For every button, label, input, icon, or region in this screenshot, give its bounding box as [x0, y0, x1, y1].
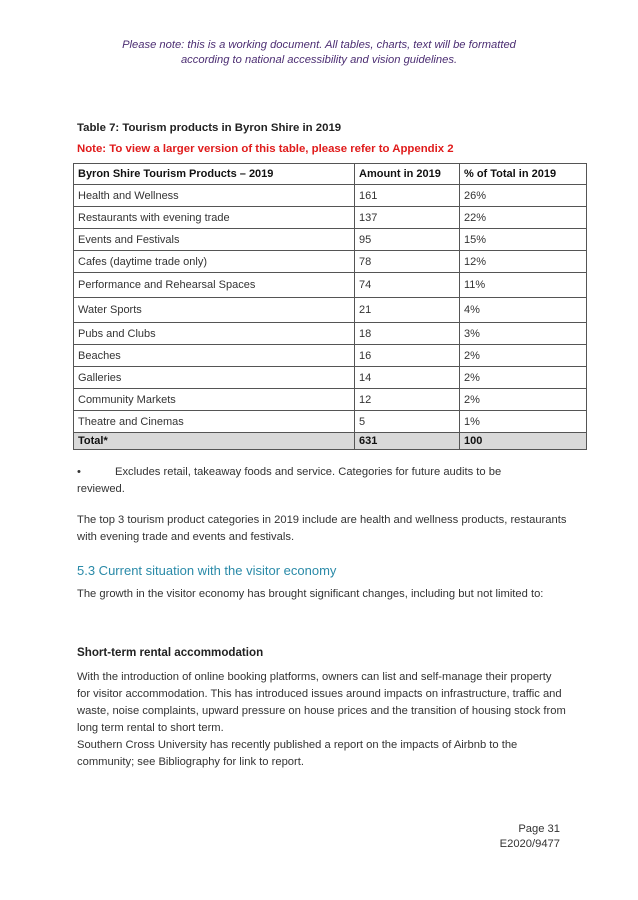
cell-amount: 95: [355, 229, 460, 251]
table-total-row: [74, 433, 587, 450]
total-percent: 100: [460, 433, 587, 450]
cell-product: Events and Festivals: [74, 229, 355, 251]
section-heading: 5.3 Current situation with the visitor economy: [77, 563, 337, 578]
cell-percent: 1%: [460, 411, 587, 433]
cell-amount: 5: [355, 411, 460, 433]
cell-percent: 2%: [460, 367, 587, 389]
cell-amount: 12: [355, 389, 460, 411]
table-row: [74, 345, 587, 367]
table-note: Note: To view a larger version of this table, please refer to Appendix 2: [77, 143, 454, 155]
cell-percent: 11%: [460, 273, 587, 298]
cell-percent: 12%: [460, 251, 587, 273]
cell-amount: 16: [355, 345, 460, 367]
paragraph-growth: The growth in the visitor economy has brought significant changes, including but not limited to:: [77, 588, 544, 600]
cell-amount: 18: [355, 323, 460, 345]
table-row: [74, 207, 587, 229]
cell-product: Restaurants with evening trade: [74, 207, 355, 229]
paragraph-top3: The top 3 tourism product categories in 2019 include are health and wellness products, restaurants with evening trade and events and festivals.: [77, 514, 567, 543]
notice-line-1: Please note: this is a working document. All tables, charts, text will be formatted: [122, 39, 516, 51]
cell-percent: 4%: [460, 298, 587, 323]
header-amount: Amount in 2019: [355, 164, 460, 185]
cell-product: Theatre and Cinemas: [74, 411, 355, 433]
accessibility-notice: [60, 38, 578, 68]
table-row: [74, 323, 587, 345]
page-footer: [500, 822, 560, 852]
cell-product: Performance and Rehearsal Spaces: [74, 273, 355, 298]
header-product: Byron Shire Tourism Products – 2019: [74, 164, 355, 185]
paragraph-short-term-rental: With the introduction of online booking platforms, owners can list and self-manage their property for visitor accommodation. This has introduced issues around impacts on infrastructure, traffic and waste, noise complaints, upward pressure on house prices and the transition of housing stock from long term rental to short term.: [77, 671, 566, 734]
table-caption: Table 7: Tourism products in Byron Shire in 2019: [77, 122, 342, 134]
cell-product: Galleries: [74, 367, 355, 389]
table-row: [74, 411, 587, 433]
subheading-short-term-rental: Short-term rental accommodation: [77, 646, 264, 659]
cell-percent: 15%: [460, 229, 587, 251]
cell-product: Cafes (daytime trade only): [74, 251, 355, 273]
notice-line-2: according to national accessibility and vision guidelines.: [180, 54, 458, 66]
cell-percent: 26%: [460, 185, 587, 207]
cell-product: Beaches: [74, 345, 355, 367]
table-row: [74, 367, 587, 389]
cell-amount: 137: [355, 207, 460, 229]
cell-product: Community Markets: [74, 389, 355, 411]
footnote-line-1: Excludes retail, takeaway foods and service. Categories for future audits to be: [115, 466, 502, 478]
paragraph-scu-report: Southern Cross University has recently published a report on the impacts of Airbnb to the community; see Bibliography for link to report.: [77, 739, 518, 768]
cell-product: Pubs and Clubs: [74, 323, 355, 345]
table-header-row: [74, 164, 587, 185]
cell-percent: 2%: [460, 389, 587, 411]
document-reference: E2020/9477: [499, 838, 560, 850]
cell-percent: 22%: [460, 207, 587, 229]
bullet-icon: •: [77, 466, 81, 478]
table-footnote: [77, 464, 547, 498]
table-row: [74, 273, 587, 298]
header-percent: % of Total in 2019: [460, 164, 587, 185]
cell-percent: 3%: [460, 323, 587, 345]
table-row: [74, 389, 587, 411]
cell-product: Health and Wellness: [74, 185, 355, 207]
cell-amount: 21: [355, 298, 460, 323]
cell-amount: 74: [355, 273, 460, 298]
cell-amount: 78: [355, 251, 460, 273]
page-number: Page 31: [518, 823, 560, 835]
cell-amount: 161: [355, 185, 460, 207]
total-amount: 631: [355, 433, 460, 450]
table-row: [74, 251, 587, 273]
table-row: [74, 185, 587, 207]
cell-product: Water Sports: [74, 298, 355, 323]
cell-percent: 2%: [460, 345, 587, 367]
total-label: Total*: [74, 433, 355, 450]
tourism-products-table: [73, 163, 587, 450]
cell-amount: 14: [355, 367, 460, 389]
footnote-line-2: reviewed.: [77, 483, 125, 495]
table-row: [74, 229, 587, 251]
table-row: [74, 298, 587, 323]
